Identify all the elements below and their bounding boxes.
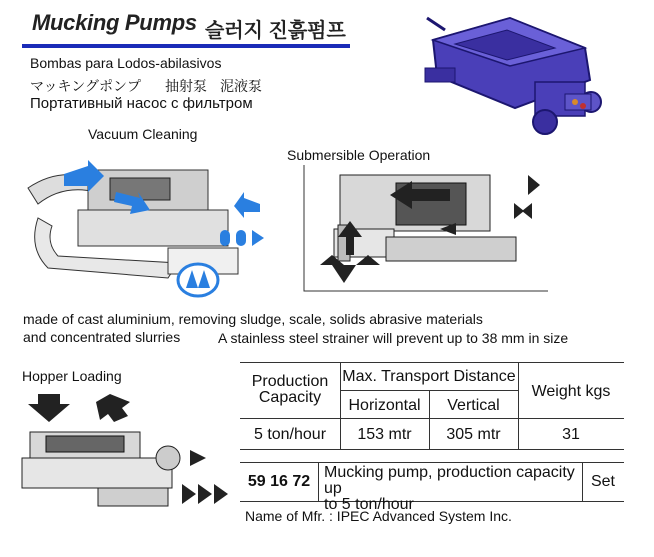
weight-value: 31 [562, 426, 580, 443]
product-photo [415, 10, 615, 138]
manufacturer-name: Name of Mfr. : IPEC Advanced System Inc. [245, 508, 512, 524]
order-row [240, 462, 624, 513]
subtitle-japanese: マッキングポンプ [30, 78, 142, 94]
transport-distance-header: Max. Transport Distance [342, 368, 516, 385]
hopper-loading-illustration [18, 388, 232, 518]
submersible-operation-label: Submersible Operation [287, 147, 431, 163]
weight-header: Weight kgs [531, 383, 611, 400]
order-code: 59 16 72 [247, 473, 311, 490]
subtitle-russian: Портативный насос с фильтром [30, 95, 253, 112]
subtitle-spanish: Bombas para Lodos-abilasivos [30, 55, 222, 71]
hopper-loading-label: Hopper Loading [22, 368, 122, 384]
description-line-2: and concentrated slurries [23, 329, 181, 345]
vacuum-cleaning-label: Vacuum Cleaning [88, 126, 198, 142]
capacity-value: 5 ton/hour [253, 426, 327, 443]
horizontal-value: 153 mtr [357, 426, 412, 443]
title-underline [22, 44, 350, 48]
vertical-header: Vertical [447, 397, 500, 414]
page-title: Mucking Pumps [32, 10, 197, 35]
production-capacity-header: Production Capacity [251, 373, 329, 406]
vacuum-cleaning-illustration [18, 148, 280, 306]
order-unit: Set [590, 473, 615, 490]
description-line-3: A stainless steel strainer will prevent up to 38 mm in size [218, 330, 569, 346]
page-title-korean: 슬러지 진흙펌프 [205, 20, 346, 42]
vertical-value: 305 mtr [446, 426, 501, 443]
description-line-1: made of cast aluminium, removing sludge, scale, solids abrasive materials [23, 311, 483, 327]
subtitle-chinese-2: 泥液泵 [220, 78, 262, 94]
subtitle-chinese-1: 抽射泵 [165, 78, 207, 94]
horizontal-header: Horizontal [348, 397, 421, 414]
order-description: Mucking pump, production capacity up to 5 ton/hour [324, 464, 575, 513]
submersible-operation-illustration [300, 165, 550, 297]
